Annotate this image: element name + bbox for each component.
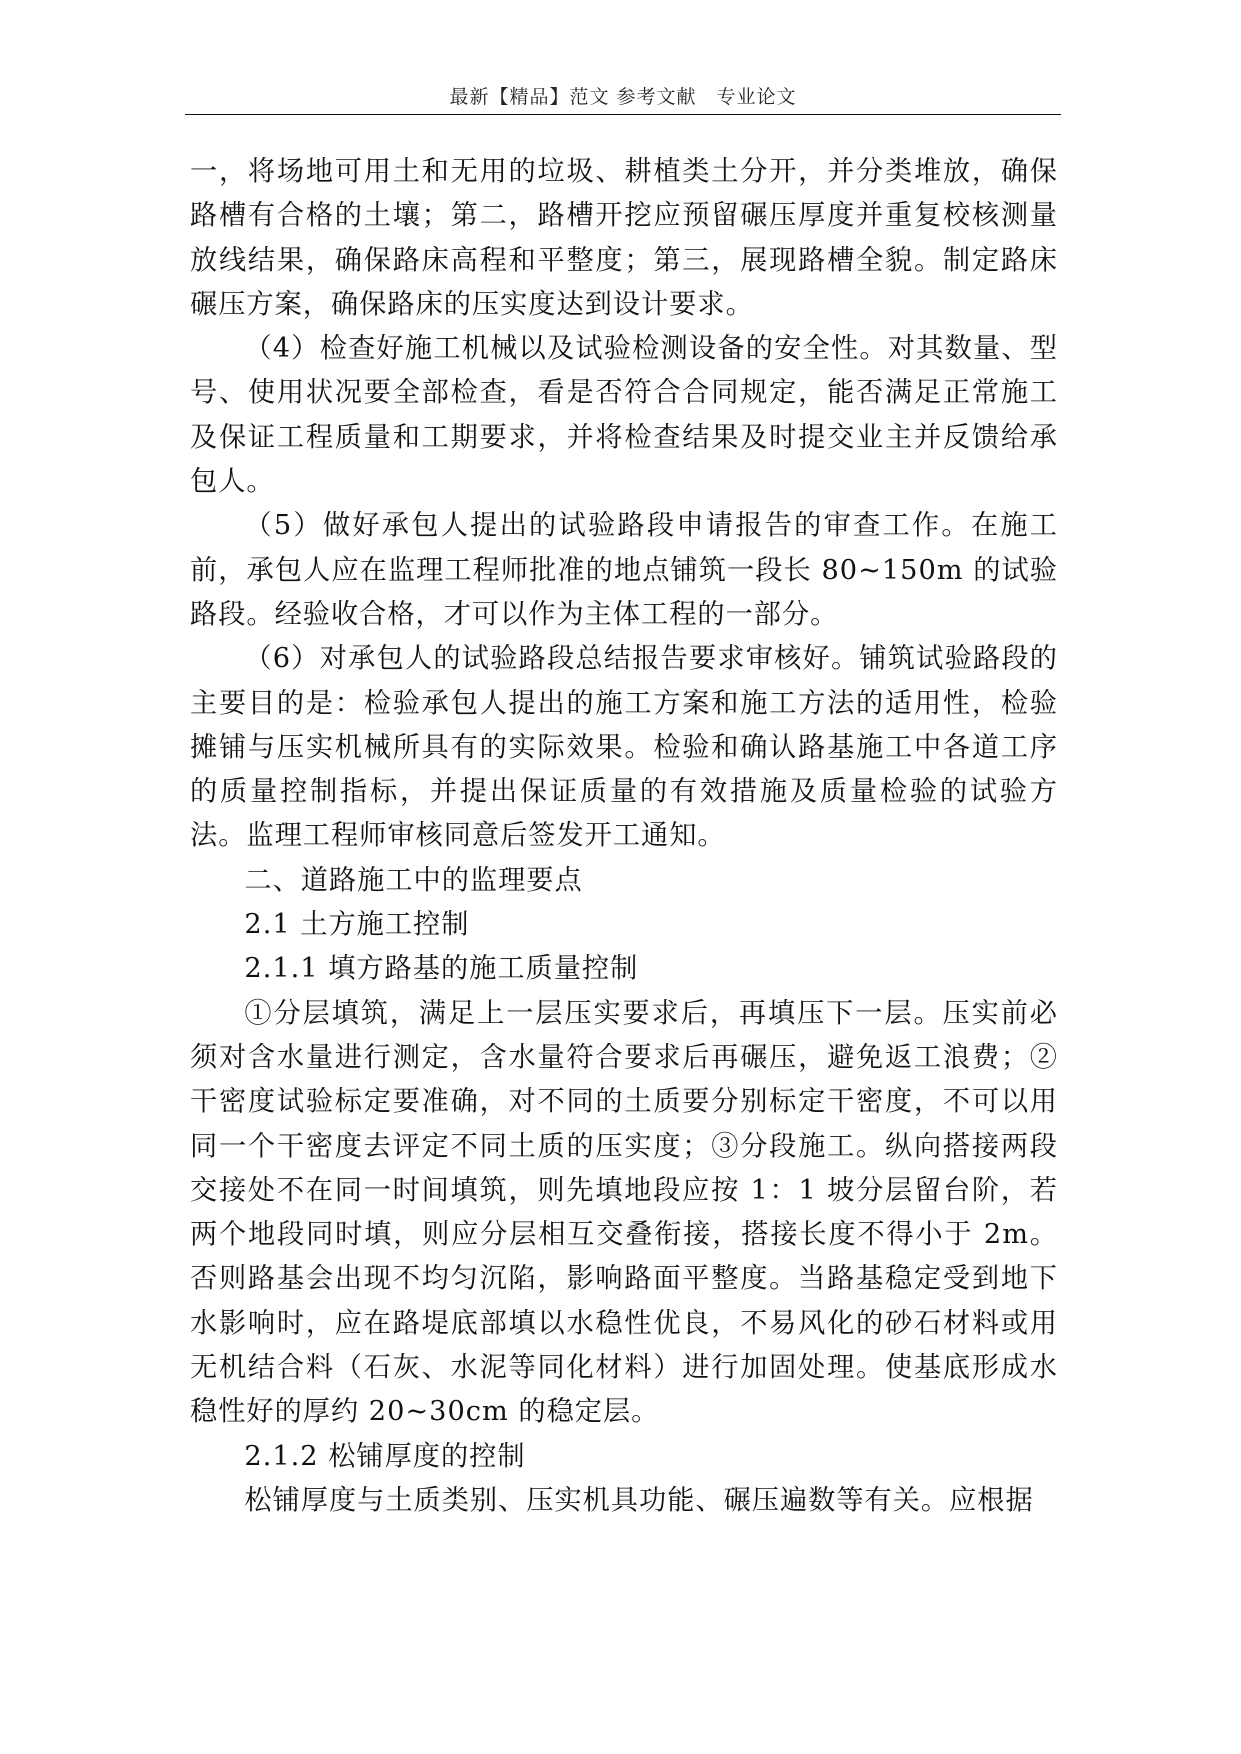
page-header: 最新【精品】范文 参考文献 专业论文 (449, 86, 797, 108)
subsection-heading: 2.1.1 填方路基的施工质量控制 (244, 953, 639, 985)
header-divider (185, 114, 1061, 115)
paragraph: （4）检查好施工机械以及试验检测设备的安全性。对其数量、型号、使用状况要全部检查，看是否符合合同规定，能否满足正常施工及保证工程质量和工期要求，并将检查结果及时提交业主并反馈给承包人。 (190, 333, 1058, 498)
paragraph: （6）对承包人的试验路段总结报告要求审核好。铺筑试验路段的主要目的是：检验承包人提出的施工方案和施工方法的适用性，检验摊铺与压实机械所具有的实际效果。检验和确认路基施工中各道工序的质量控制指标，并提出保证质量的有效措施及质量检验的试验方法。监理工程师审核同意后签发开工通知。 (190, 643, 1058, 852)
paragraph: （5）做好承包人提出的试验路段申请报告的审查工作。在施工前，承包人应在监理工程师批准的地点铺筑一段长 80~150m 的试验路段。经验收合格，才可以作为主体工程的一部分。 (190, 510, 1058, 630)
subsection-heading: 2.1 土方施工控制 (244, 909, 470, 941)
body-text (190, 150, 1058, 1523)
paragraph: 一，将场地可用土和无用的垃圾、耕植类土分开，并分类堆放，确保路槽有合格的土壤；第二，路槽开挖应预留碾压厚度并重复校核测量放线结果，确保路床高程和平整度；第三，展现路槽全貌。制定路床碾压方案，确保路床的压实度达到设计要求。 (190, 156, 1058, 320)
section-heading: 二、道路施工中的监理要点 (244, 864, 583, 896)
paragraph: ①分层填筑，满足上一层压实要求后，再填压下一层。压实前必须对含水量进行测定，含水量符合要求后再碾压，避免返工浪费；②干密度试验标定要准确，对不同的土质要分别标定干密度，不可以用同一个干密度去评定不同土质的压实度；③分段施工。纵向搭接两段交接处不在同一时间填筑，则先填地段应按 1：1 坡分层留台阶，若两个地段同时填，则应分层相互交叠衔接，搭接长度不得小于 2m。否则路基会出现不均匀沉陷，影响路面平整度。当路基稳定受到地下水影响时，应在路堤底部填以水稳性优良，不易风化的砂石材料或用无机结合料（石灰、水泥等同化材料）进行加固处理。使基底形成水稳性好的厚约 20~30cm 的稳定层。 (190, 997, 1058, 1428)
paragraph: 松铺厚度与土质类别、压实机具功能、碾压遍数等有关。应根据 (244, 1484, 1034, 1516)
subsection-heading: 2.1.2 松铺厚度的控制 (244, 1440, 526, 1472)
